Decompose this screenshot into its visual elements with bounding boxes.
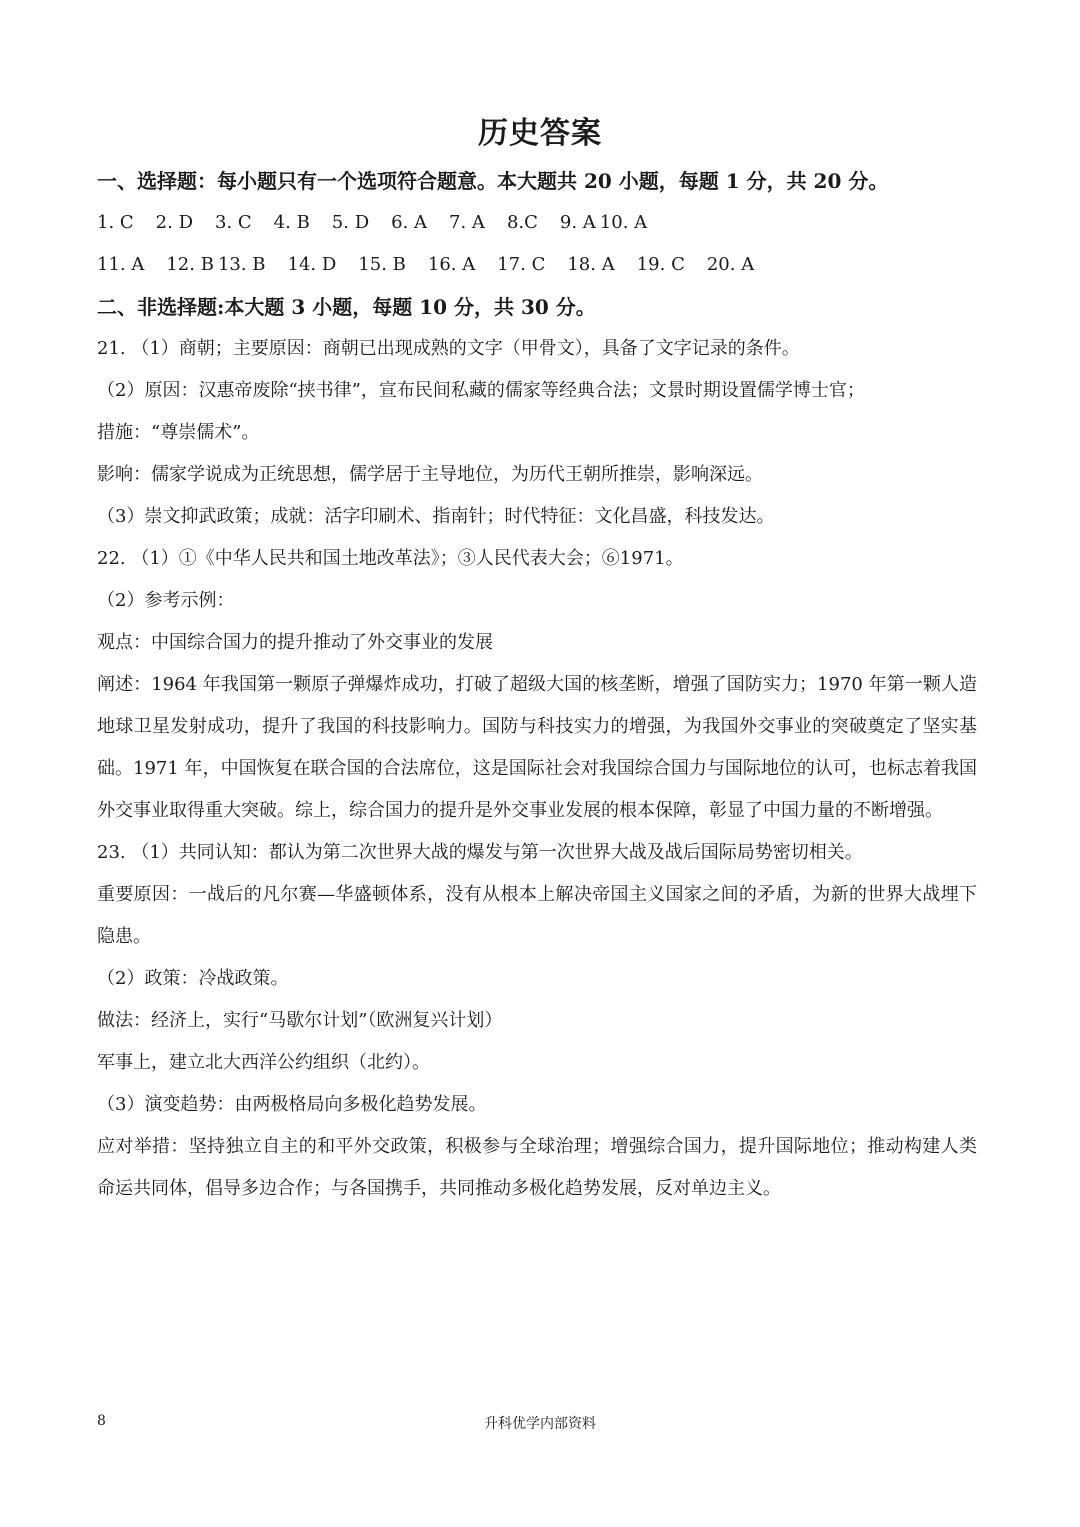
q23-line: （3）演变趋势：由两极格局向多极化趋势发展。 [97, 1094, 487, 1115]
q21-line: 21. （1）商朝；主要原因：商朝已出现成熟的文字（甲骨文），具备了文字记录的条件。 [97, 338, 800, 359]
answer-item: 6. A [391, 212, 428, 233]
q23-line: 做法：经济上，实行“马歇尔计划”（欧洲复兴计划） [97, 1010, 503, 1031]
q23-line: 23. （1）共同认知：都认为第二次世界大战的爆发与第一次世界大战及战后国际局势密切相关。 [97, 842, 863, 863]
q22-line: 观点：中国综合国力的提升推动了外交事业的发展 [97, 632, 493, 653]
answer-item: 1. C [97, 212, 134, 233]
answer-item: 13. B [217, 254, 266, 275]
answers-row-1 [97, 208, 977, 238]
answer-item: 11. A [97, 254, 145, 275]
footer-text: 升科优学内部资料 [484, 1416, 596, 1432]
q21-line: （2）原因：汉惠帝废除“挟书律”，宣布民间私藏的儒家等经典合法；文景时期设置儒学博士官； [97, 380, 865, 401]
q21-line: 影响：儒家学说成为正统思想，儒学居于主导地位，为历代王朝所推崇，影响深远。 [97, 464, 763, 485]
answer-item: 18. A [567, 254, 615, 275]
q23-paragraph: 应对举措：坚持独立自主的和平外交政策，积极参与全球治理；增强综合国力，提升国际地位；推动构建人类命运共同体，倡导多边合作；与各国携手，共同推动多极化趋势发展，反对单边主义。 [97, 1136, 977, 1199]
section2-heading: 二、非选择题:本大题 3 小题，每题 10 分，共 30 分。 [97, 295, 596, 319]
section1-heading: 一、选择题：每小题只有一个选项符合题意。本大题共 20 小题，每题 1 分，共 20 分。 [97, 169, 889, 193]
answer-item: 7. A [449, 212, 485, 233]
page-title: 历史答案 [478, 116, 602, 151]
answer-item: 12. B [166, 254, 214, 275]
q22-paragraph: 阐述：1964 年我国第一颗原子弹爆炸成功，打破了超级大国的核垄断，增强了国防实力；1970 年第一颗人造地球卫星发射成功，提升了我国的科技影响力。国防与科技实力的增强，为我国外交事业的突破奠定了坚实基础。1971 年，中国恢复在联合国的合法席位，这是国际社会对我国综合国力与国际地位的认可，也标志着我国外交事业取得重大突破。综上，综合国力的提升是外交事业发展的根本保障，彰显了中国力量的不断增强。 [97, 674, 977, 821]
q22-line: 22. （1）①《中华人民共和国土地改革法》；③人民代表大会；⑥1971。 [97, 548, 684, 569]
answer-item: 14. D [287, 254, 337, 275]
answer-content [97, 166, 977, 1216]
answer-item: 9. A [559, 212, 596, 233]
answers-row-2 [97, 250, 977, 280]
page-footer [0, 1413, 1080, 1435]
q21-line: （3）崇文抑武政策；成就：活字印刷术、指南针；时代特征：文化昌盛，科技发达。 [97, 506, 775, 527]
q23-line: （2）政策：冷战政策。 [97, 968, 289, 989]
answer-item: 3. C [215, 212, 252, 233]
answer-item: 17. C [497, 254, 546, 275]
answer-item: 4. B [273, 212, 310, 233]
answer-item: 5. D [331, 212, 370, 233]
answer-item: 8.C [506, 212, 538, 233]
answer-item: 16. A [427, 254, 476, 275]
page-number: 8 [97, 1413, 106, 1429]
q22-line: （2）参考示例： [97, 590, 235, 611]
q23-line: 军事上，建立北大西洋公约组织（北约）。 [97, 1052, 430, 1073]
answer-item: 15. B [358, 254, 406, 275]
answer-item: 2. D [155, 212, 193, 233]
q23-paragraph: 重要原因：一战后的凡尔赛—华盛顿体系，没有从根本上解决帝国主义国家之间的矛盾，为新的世界大战埋下隐患。 [97, 884, 977, 947]
answer-item: 20. A [706, 254, 755, 275]
q21-line: 措施：“尊崇儒术”。 [97, 422, 260, 443]
answer-item: 10. A [599, 212, 648, 233]
answer-item: 19. C [636, 254, 685, 275]
